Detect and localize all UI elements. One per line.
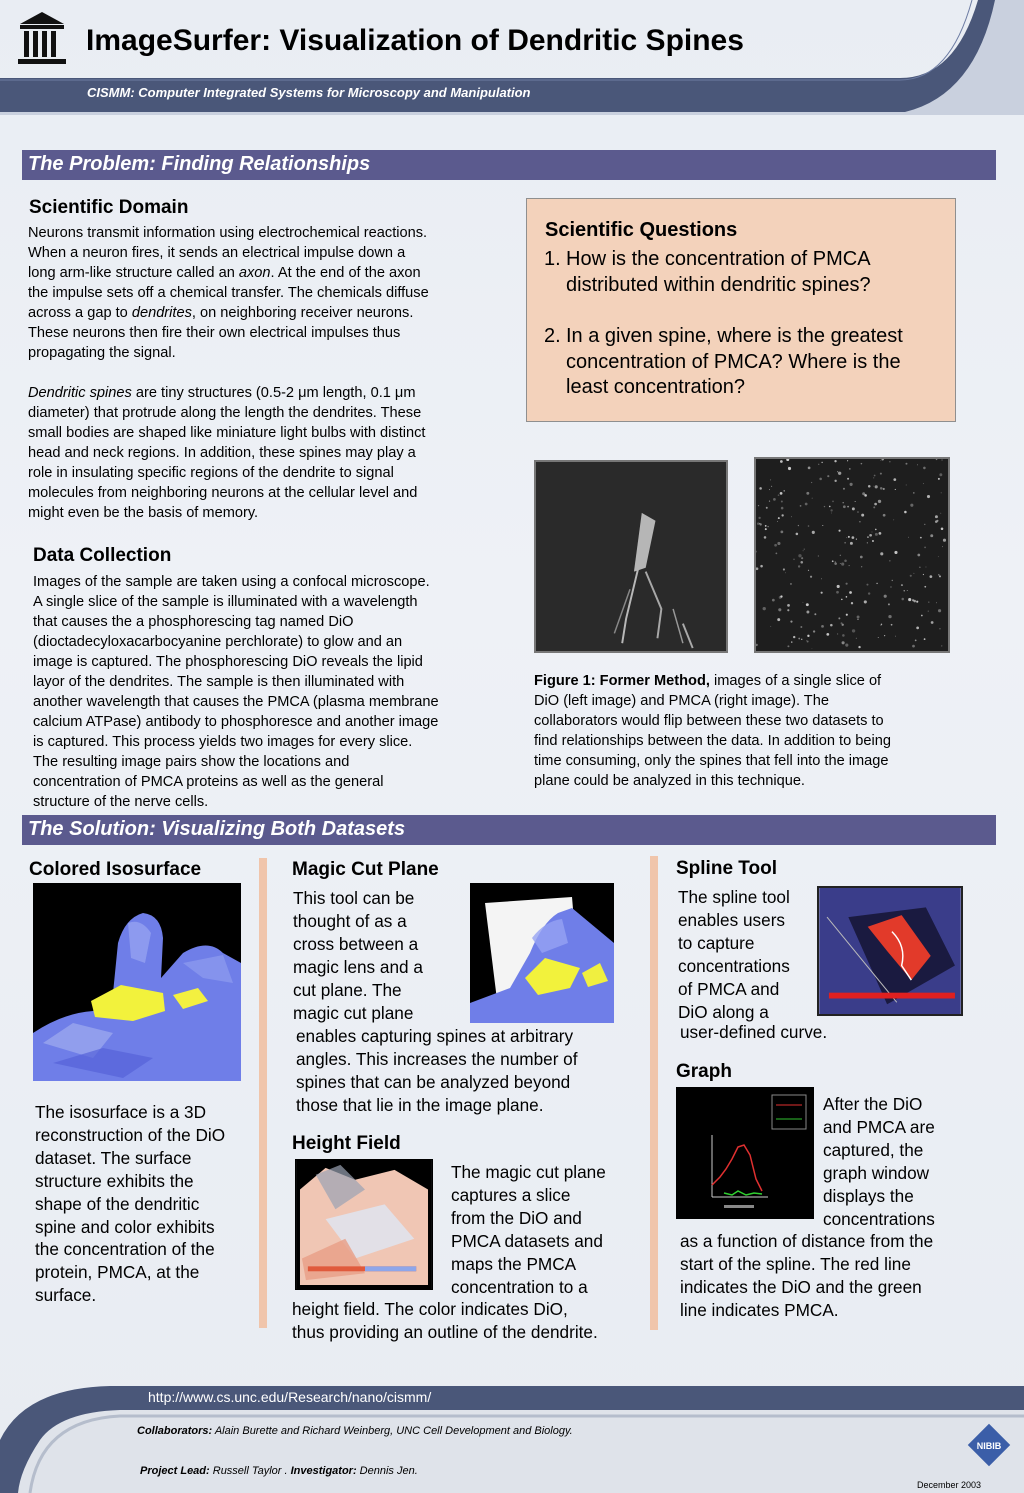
- magic-cut-plane-text-b: enables capturing spines at arbitrary angles. This increases the number of spines that can be analyzed beyond those that lie in the image plane.: [296, 1026, 578, 1115]
- magic-cut-plane-image: [470, 883, 614, 1023]
- question-2-text: In a given spine, where is the greatest concentration of PMCA? Where is the least concentration?: [566, 325, 903, 398]
- magic-cut-plane-heading: Magic Cut Plane: [292, 859, 439, 880]
- scientific-domain-text: Neurons transmit information using electrochemical reactions. When a neuron fires, it sends an electrical impulse down a long arm-like structure called an axon. At the end of the axon the impulse sets off a chemical transfer. The chemicals diffuse across a gap to dendrites, on neighboring receiver neurons. These neurons then fire their own electrical impulses thus propagating the signal. Dendritic spines are tiny structures (0.5-2 μm length, 0.1 μm diameter) that protrude along the length the dendrites. These small bodies are shaped like miniature light bulbs with distinct head and neck regions. In addition, these spines may play a role in insulating specific regions of the dendrite to signal molecules from neighboring neurons at the cellular level and might even be the basis of memory.: [28, 225, 429, 521]
- column-divider-1: [259, 858, 267, 1328]
- graph-text-b: as a function of distance from the start of the spline. The red line indicates the DiO and the green line indicates PMCA.: [680, 1231, 934, 1320]
- height-field-heading: Height Field: [292, 1133, 401, 1154]
- spline-tool-image: [817, 886, 963, 1016]
- section-band-problem: The Problem: Finding Relationships: [22, 150, 996, 180]
- footer-date: December 2003: [917, 1480, 982, 1490]
- scientific-questions-heading: Scientific Questions: [545, 219, 738, 241]
- height-field-text-a: The magic cut plane captures a slice from the DiO and PMCA datasets and maps the PMCA concentration to a: [451, 1162, 606, 1297]
- columns-building-icon: [16, 10, 68, 66]
- graph-window-image: [676, 1087, 814, 1219]
- question-1-number: 1.: [544, 248, 561, 270]
- spline-tool-text-b: user-defined curve.: [680, 1022, 828, 1042]
- section-band-solution: The Solution: Visualizing Both Datasets: [22, 815, 996, 845]
- column-divider-2: [650, 856, 658, 1330]
- scientific-domain-heading: Scientific Domain: [29, 197, 189, 218]
- nibib-logo-icon: [966, 1422, 1012, 1468]
- height-field-image: [295, 1159, 433, 1290]
- question-2-number: 2.: [544, 325, 561, 347]
- data-collection-text: Images of the sample are taken using a confocal microscope. A single slice of the sample is illuminated with a wavelength that causes the a phosphorescing tag named DiO (dioctadecyloxacarbocyanine perchlorate) to glow and an image is captured. The phosphorescing DiO reveals the lipid layor of the dendrites. The sample is then illuminated with another wavelength that causes the PMCA (plasma membrane calcium ATPase) antibody to phosphoresce and another image is captured. This process yields two images for every slice. The resulting image pairs show the locations and concentration of PMCA proteins as well as the general structure of the nerve cells.: [33, 574, 439, 810]
- project-lead-line: Project Lead: Russell Taylor . Investigator: Dennis Jen.: [140, 1465, 418, 1477]
- collaborators-line: Collaborators: Alain Burette and Richard Weinberg, UNC Cell Development and Biology.: [137, 1425, 573, 1437]
- height-field-text-b: height field. The color indicates DiO, thus providing an outline of the dendrite.: [292, 1299, 598, 1342]
- nibib-logo-text: NIBIB: [976, 1441, 1002, 1451]
- footer-url-link[interactable]: http://www.cs.unc.edu/Research/nano/cismm/: [148, 1389, 432, 1405]
- isosurface-image: [33, 883, 241, 1081]
- magic-cut-plane-text-a: This tool can be thought of as a cross between a magic lens and a cut plane. The magic cut plane: [293, 888, 423, 1023]
- spline-tool-heading: Spline Tool: [676, 858, 777, 879]
- page-subtitle: CISMM: Computer Integrated Systems for Microscopy and Manipulation: [87, 85, 531, 100]
- data-collection-heading: Data Collection: [33, 545, 172, 566]
- question-1-text: How is the concentration of PMCA distributed within dendritic spines?: [566, 248, 871, 296]
- isosurface-text: The isosurface is a 3D reconstruction of the DiO dataset. The surface structure exhibits the shape of the dendritic spine and color exhibits the concentration of the protein, PMCA, at the surface.: [35, 1102, 226, 1306]
- pmca-microscope-image: [754, 457, 950, 653]
- figure-1-caption: Figure 1: Former Method, images of a single slice of DiO (left image) and PMCA (right image). The collaborators would flip between these two datasets to find relationships between the data. In addition to being time consuming, only the spines that fell into the image plane could be analyzed in this technique.: [534, 673, 891, 789]
- page-title: ImageSurfer: Visualization of Dendritic Spines: [86, 24, 744, 57]
- spline-tool-text-a: The spline tool enables users to capture concentrations of PMCA and DiO along a: [678, 887, 790, 1022]
- graph-heading: Graph: [676, 1061, 732, 1082]
- dio-microscope-image: [534, 460, 728, 653]
- colored-isosurface-heading: Colored Isosurface: [29, 859, 202, 880]
- graph-text-a: After the DiO and PMCA are captured, the graph window displays the concentrations: [823, 1094, 935, 1229]
